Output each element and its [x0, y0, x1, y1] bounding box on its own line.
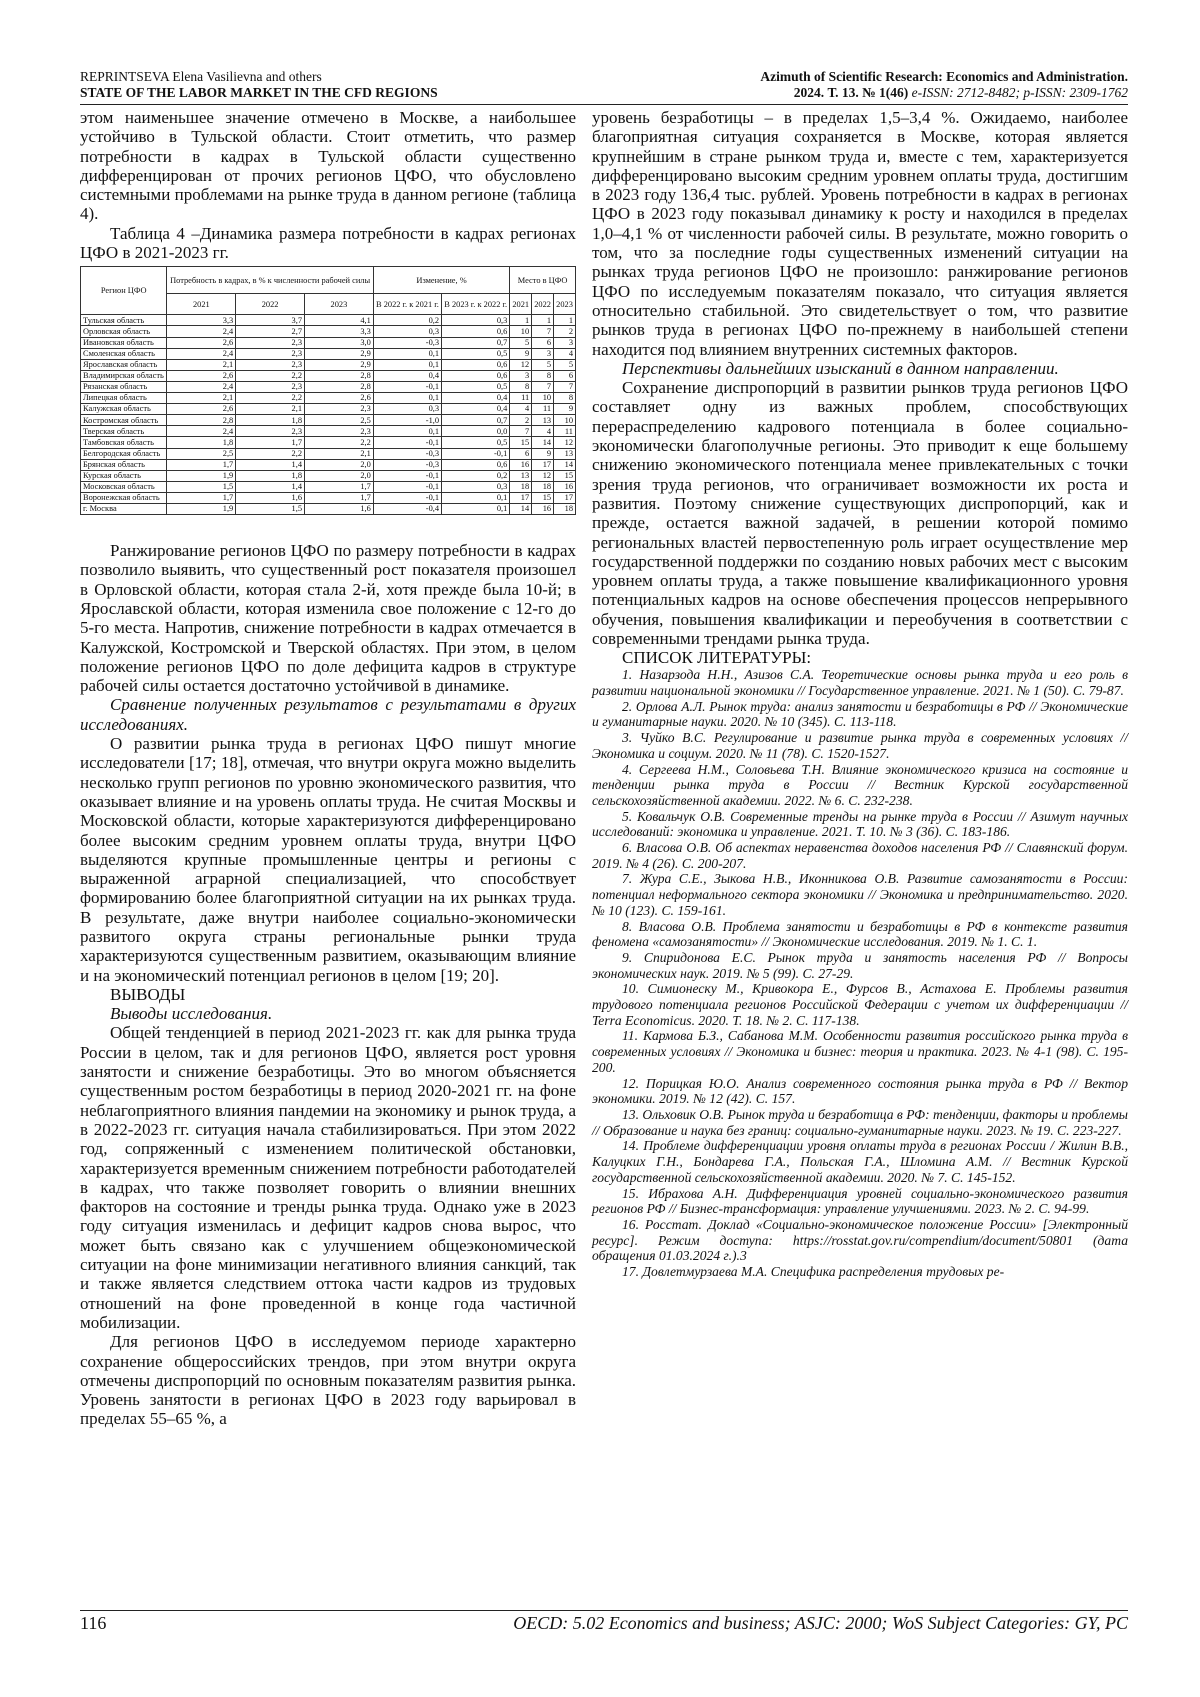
th-share: Потребность в кадрах, в % к численности рабочей силы [167, 267, 373, 294]
references-title: СПИСОК ЛИТЕРАТУРЫ: [622, 648, 812, 668]
cell-place-2021: 16 [510, 459, 532, 470]
th-change: Изменение, % [373, 267, 509, 294]
cell-change-2022: 0,2 [373, 315, 441, 326]
table-row [81, 326, 576, 337]
th-place-2022: 2022 [532, 294, 554, 315]
header-article-title: STATE OF THE LABOR MARKET IN THE CFD REGIONS [80, 85, 438, 100]
cell-place-2023: 7 [554, 381, 576, 392]
table-row [81, 370, 576, 381]
cell-share-2022: 2,7 [236, 326, 305, 337]
cell-share-2023: 2,3 [305, 404, 374, 415]
paragraph-ranking: Ранжирование регионов ЦФО по размеру потребности в кадрах позволило выявить, что существенный рост показателя произошел в Орловской области, которая стала 2-й, хотя прежде была 10-й; в Ярославской области, которая изменила свое положение с 12-го до 5-го места. Напротив, снижение потребности в кадрах отмечается в Калужской, Костромской и Тверской областях. При этом, в целом положение регионов ЦФО по доле дефицита кадров в структуре рабочей силы остается достаточно устойчивой в динамике. [80, 541, 576, 696]
cell-place-2023: 9 [554, 404, 576, 415]
cell-share-2022: 2,2 [236, 448, 305, 459]
cell-change-2022: -0,3 [373, 448, 441, 459]
cell-place-2022: 7 [532, 381, 554, 392]
cell-share-2021: 2,6 [167, 370, 236, 381]
cell-share-2022: 1,4 [236, 481, 305, 492]
cell-change-2023: 0,5 [442, 437, 510, 448]
cell-place-2023: 6 [554, 370, 576, 381]
table-row [81, 359, 576, 370]
table-row [81, 503, 576, 514]
cell-change-2023: 0,3 [442, 315, 510, 326]
cell-change-2023: 0,1 [442, 492, 510, 503]
cell-share-2022: 2,1 [236, 404, 305, 415]
cell-place-2023: 17 [554, 492, 576, 503]
cell-place-2022: 5 [532, 359, 554, 370]
right-column [592, 108, 1128, 1280]
cell-place-2022: 12 [532, 470, 554, 481]
cell-share-2022: 2,2 [236, 370, 305, 381]
cell-share-2021: 2,4 [167, 381, 236, 392]
cell-change-2022: 0,3 [373, 404, 441, 415]
cell-share-2022: 2,3 [236, 337, 305, 348]
cell-place-2021: 8 [510, 381, 532, 392]
cell-change-2023: 0,7 [442, 337, 510, 348]
reference-item: 12. Порицкая Ю.О. Анализ современного состояния рынка труда в РФ // Вектор экономики. 2019. № 12 (42). С. 157. [592, 1075, 1128, 1107]
cell-place-2023: 2 [554, 326, 576, 337]
cell-change-2022: 0,1 [373, 393, 441, 404]
reference-item: 10. Симионеску М., Кривокора Е., Фурсов В., Астахова Е. Проблемы развития трудового потенциала регионов Российской Федерации с учетом их дифференциации // Terra Economicus. 2020. Т. 18. № 2. С. 117-138. [592, 981, 1128, 1028]
cell-region: Калужская область [81, 404, 167, 415]
cell-share-2023: 2,9 [305, 348, 374, 359]
cell-region: Тульская область [81, 315, 167, 326]
table-row [81, 404, 576, 415]
reference-item: 3. Чуйко В.С. Регулирование и развитие рынка труда в современных условиях // Экономика и социум. 2020. № 11 (78). С. 1520-1527. [592, 730, 1128, 761]
reference-item: 1. Назарзода Н.Н., Азизов С.А. Теоретические основы рынка труда и его роль в развитии национальной экономики // Государственное управление. 2021. № 1 (50). С. 79-87. [592, 667, 1128, 699]
th-region: Регион ЦФО [81, 267, 167, 315]
cell-place-2022: 7 [532, 326, 554, 337]
th-share-2023: 2023 [305, 294, 374, 315]
cell-region: Владимирская область [81, 370, 167, 381]
th-change-2022: В 2022 г. к 2021 г. [373, 294, 441, 315]
header-divider [80, 104, 1128, 105]
cell-share-2021: 2,4 [167, 348, 236, 359]
table-row [81, 437, 576, 448]
reference-item: 7. Жура С.Е., Зыкова Н.В., Иконникова О.В. Развитие самозанятости в России: потенциал неформального сектора экономики // Экономика и предпринимательство. 2020. № 10 (123). С. 159-161. [592, 871, 1128, 918]
cell-place-2022: 18 [532, 481, 554, 492]
cell-change-2022: -0,1 [373, 381, 441, 392]
cell-share-2023: 2,0 [305, 470, 374, 481]
footer-classification: OECD: 5.02 Economics and business; ASJC: 2000; WoS Subject Categories: GY, PC [513, 1613, 1128, 1633]
cell-share-2021: 1,8 [167, 437, 236, 448]
reference-item: 5. Ковальчук О.В. Современные тренды на рынке труда в России // Азимут научных исследований: экономика и управление. 2021. Т. 10. № 3 (36). С. 183-186. [592, 808, 1128, 840]
cell-change-2023: -0,1 [442, 448, 510, 459]
cell-share-2022: 2,3 [236, 426, 305, 437]
cell-place-2022: 10 [532, 393, 554, 404]
cell-region: Липецкая область [81, 393, 167, 404]
paragraph-general-trend: Общей тенденцией в период 2021-2023 гг. как для рынка труда России в целом, так и для регионов ЦФО, является рост уровня занятости и снижение безработицы. Это во многом объясняется существенным ростом безработицы в период 2020-2021 гг. на фоне неблагоприятного влияния пандемии на экономику и рынок труда, а в 2022-2023 гг. ситуация начала стабилизироваться. При этом 2022 год, сопряженный с изменением политической обстановки, характеризуется временным снижением потребности работодателей в кадрах, что также позволяет говорить о влиянии внешних факторов на состояние и тренды рынка труда. Однако уже в 2023 году ситуация изменилась и дефицит кадров снова вырос, что может быть связано как с улучшением общеэкономической ситуации на фоне минимизации негативного влияния санкций, так и также является следствием оттока части кадров из трудовых отношений на фоне проведенной в конце года частичной мобилизации. [80, 1023, 576, 1332]
table-row [81, 470, 576, 481]
cell-share-2021: 1,7 [167, 459, 236, 470]
page-number: 116 [80, 1613, 107, 1633]
reference-item: 2. Орлова А.Л. Рынок труда: анализ занятости и безработицы в РФ // Экономические и гуманитарные науки. 2020. № 10 (345). С. 113-118. [592, 698, 1128, 730]
heading-conclusions-sub: Выводы исследования. [110, 1004, 273, 1024]
th-place-2021: 2021 [510, 294, 532, 315]
reference-item: 16. Росстат. Доклад «Социально-экономическое положение России» [Электронный ресурс]. Режим доступа: https://rosstat.gov.ru/compendium/document/50801 (дата обращения 01.03.2024 г.).3 [592, 1216, 1128, 1264]
cell-change-2023: 0,5 [442, 381, 510, 392]
reference-item: 4. Сергеева Н.М., Соловьева Т.Н. Влияние экономического кризиса на состояние и тенденции рынка труда в России // Вестник Курской государственной сельскохозяйственной академии. 2022. № 6. С. 232-238. [592, 761, 1128, 808]
cell-change-2023: 0,6 [442, 370, 510, 381]
cell-share-2023: 1,7 [305, 481, 374, 492]
heading-conclusions: ВЫВОДЫ [110, 984, 186, 1004]
header-issue-line [608, 85, 1128, 101]
cell-region: Рязанская область [81, 381, 167, 392]
table-row [81, 393, 576, 404]
cell-place-2021: 17 [510, 492, 532, 503]
cell-place-2023: 1 [554, 315, 576, 326]
running-header-left [80, 69, 600, 101]
cell-region: Орловская область [81, 326, 167, 337]
cell-region: Смоленская область [81, 348, 167, 359]
cell-place-2023: 15 [554, 470, 576, 481]
cell-share-2023: 3,3 [305, 326, 374, 337]
paragraph-other-research: О развитии рынка труда в регионах ЦФО пишут многие исследователи [17; 18], отмечая, что внутри округа можно выделить несколько групп регионов по уровню экономического развития, что оказывает влияние и на уровень оплаты труда. Не считая Москвы и Московской области, которые характеризуются дифференцировано более высоким средним уровнем оплаты труда, внутри ЦФО выделяются крупные промышленные центры и регионы с выраженной аграрной специализацией, что способствует формированию более благоприятной ситуации на их рынках труда. В результате, даже внутри наиболее социально-экономически развитого округа страны региональные рынки труда характеризуются существенным развитием, оказывающим влияние и на экономический потенциал регионов в целом [19; 20]. [80, 734, 576, 985]
cell-change-2022: -0,3 [373, 337, 441, 348]
cell-place-2021: 2 [510, 415, 532, 426]
cell-share-2021: 2,6 [167, 404, 236, 415]
table-row [81, 459, 576, 470]
cell-share-2022: 1,7 [236, 437, 305, 448]
cell-place-2023: 4 [554, 348, 576, 359]
cell-place-2021: 4 [510, 404, 532, 415]
cell-place-2021: 3 [510, 370, 532, 381]
heading-prospects: Перспективы дальнейших изысканий в данном направлении. [622, 358, 1059, 378]
cell-share-2022: 3,7 [236, 315, 305, 326]
cell-share-2023: 1,7 [305, 492, 374, 503]
cell-change-2022: 0,4 [373, 370, 441, 381]
table-body [81, 315, 576, 515]
cell-place-2022: 9 [532, 448, 554, 459]
table-row [81, 337, 576, 348]
cell-change-2023: 0,5 [442, 348, 510, 359]
cell-place-2023: 12 [554, 437, 576, 448]
cell-change-2022: -0,3 [373, 459, 441, 470]
cell-share-2021: 2,4 [167, 326, 236, 337]
cell-place-2022: 14 [532, 437, 554, 448]
cell-place-2023: 18 [554, 503, 576, 514]
cell-place-2021: 9 [510, 348, 532, 359]
cell-share-2022: 2,3 [236, 381, 305, 392]
table-spacer [80, 515, 576, 541]
cell-place-2021: 1 [510, 315, 532, 326]
cell-place-2022: 3 [532, 348, 554, 359]
cell-place-2022: 6 [532, 337, 554, 348]
table-row [81, 492, 576, 503]
table-caption: Таблица 4 –Динамика размера потребности в кадрах регионах ЦФО в 2021-2023 гг. [80, 223, 576, 263]
cell-share-2023: 2,6 [305, 393, 374, 404]
table-row [81, 348, 576, 359]
th-change-2023: В 2023 г. к 2022 г. [442, 294, 510, 315]
header-issn: e-ISSN: 2712-8482; p-ISSN: 2309-1762 [908, 85, 1128, 100]
cell-share-2021: 1,9 [167, 503, 236, 514]
reference-item: 15. Ибрахова А.Н. Дифференциация уровней социально-экономического развития регионов РФ // Бизнес-трансформация: управление улучшениями. 2023. № 2. С. 94-99. [592, 1185, 1128, 1217]
cell-share-2021: 3,3 [167, 315, 236, 326]
cell-change-2022: -0,1 [373, 437, 441, 448]
cell-share-2023: 2,3 [305, 426, 374, 437]
cell-share-2021: 2,8 [167, 415, 236, 426]
references-list [592, 667, 1128, 1279]
paragraph-cfd-regions: Для регионов ЦФО в исследуемом периоде характерно сохранение общероссийских трендов, при этом внутри округа отмечены диспропорций по основным показателям развития рынка. Уровень занятости в регионах ЦФО в 2023 году варьировал в пределах 55–65 %, а [80, 1332, 576, 1429]
cell-place-2021: 15 [510, 437, 532, 448]
cell-region: Брянская область [81, 459, 167, 470]
cell-share-2023: 2,2 [305, 437, 374, 448]
cell-region: Костромская область [81, 415, 167, 426]
cell-place-2022: 16 [532, 503, 554, 514]
cell-place-2022: 17 [532, 459, 554, 470]
cell-share-2021: 2,1 [167, 359, 236, 370]
cell-share-2023: 4,1 [305, 315, 374, 326]
cell-place-2023: 3 [554, 337, 576, 348]
cell-place-2021: 18 [510, 481, 532, 492]
cell-share-2023: 2,1 [305, 448, 374, 459]
cell-change-2022: 0,1 [373, 426, 441, 437]
cell-share-2023: 2,9 [305, 359, 374, 370]
cell-place-2021: 10 [510, 326, 532, 337]
cell-region: Белгородская область [81, 448, 167, 459]
cell-share-2023: 3,0 [305, 337, 374, 348]
reference-item: 11. Кармова Б.З., Сабанова М.М. Особенности развития российского рынка труда в современных условиях // Экономика и бизнес: теория и практика. 2023. № 4-1 (98). С. 195-200. [592, 1028, 1128, 1075]
cell-share-2021: 2,4 [167, 426, 236, 437]
cell-share-2022: 1,6 [236, 492, 305, 503]
cell-change-2023: 0,2 [442, 470, 510, 481]
header-authors: REPRINTSEVA Elena Vasilievna and others [80, 69, 322, 84]
cell-share-2021: 1,9 [167, 470, 236, 481]
cell-place-2022: 15 [532, 492, 554, 503]
cell-change-2023: 0,6 [442, 459, 510, 470]
cell-change-2023: 0,6 [442, 359, 510, 370]
cell-place-2021: 14 [510, 503, 532, 514]
cell-share-2023: 2,8 [305, 370, 374, 381]
reference-item: 9. Спиридонова Е.С. Рынок труда и занятость населения РФ // Вопросы экономических наук. 2019. № 5 (99). С. 27-29. [592, 949, 1128, 981]
cell-share-2022: 1,8 [236, 415, 305, 426]
cell-share-2022: 1,8 [236, 470, 305, 481]
table-row [81, 426, 576, 437]
cell-share-2022: 2,2 [236, 393, 305, 404]
cell-share-2021: 1,5 [167, 481, 236, 492]
cell-region: Воронежская область [81, 492, 167, 503]
table-row [81, 448, 576, 459]
table-row [81, 481, 576, 492]
cell-share-2023: 2,0 [305, 459, 374, 470]
cell-share-2022: 1,4 [236, 459, 305, 470]
cell-share-2022: 2,3 [236, 348, 305, 359]
cell-region: Тверская область [81, 426, 167, 437]
table-row [81, 381, 576, 392]
cell-change-2023: 0,1 [442, 503, 510, 514]
cell-change-2023: 0,3 [442, 481, 510, 492]
cell-place-2022: 8 [532, 370, 554, 381]
th-share-2021: 2021 [167, 294, 236, 315]
cell-place-2023: 8 [554, 393, 576, 404]
cell-region: Курская область [81, 470, 167, 481]
cell-place-2021: 11 [510, 393, 532, 404]
th-place: Место в ЦФО [510, 267, 576, 294]
table-4-staff-demand [80, 266, 576, 515]
cell-change-2022: 0,3 [373, 326, 441, 337]
paragraph-tula-intro: этом наименьшее значение отмечено в Москве, а наибольшее устойчиво в Тульской области. Стоит отметить, что размер потребности в кадрах в Тульской области существенно дифференцирован от прочих регионов ЦФО, что обусловлено системными проблемами на рынке труда в данном регионе (таблица 4). [80, 108, 576, 224]
cell-change-2022: -0,4 [373, 503, 441, 514]
cell-share-2021: 2,1 [167, 393, 236, 404]
cell-place-2022: 13 [532, 415, 554, 426]
cell-change-2022: -0,1 [373, 481, 441, 492]
reference-item: 17. Довлетмурзаева М.А. Специфика распределения трудовых ре- [622, 1264, 1005, 1280]
cell-place-2021: 7 [510, 426, 532, 437]
cell-region: г. Москва [81, 503, 167, 514]
cell-share-2021: 2,5 [167, 448, 236, 459]
cell-region: Тамбовская область [81, 437, 167, 448]
th-share-2022: 2022 [236, 294, 305, 315]
cell-share-2023: 2,5 [305, 415, 374, 426]
reference-item: 13. Ольховик О.В. Рынок труда и безработица в РФ: тенденции, факторы и проблемы // Образование и наука без границ: социально-гуманитарные науки. 2023. № 19. С. 223-227. [592, 1107, 1128, 1138]
cell-change-2022: -1,0 [373, 415, 441, 426]
cell-region: Ивановская область [81, 337, 167, 348]
cell-change-2023: 0,4 [442, 393, 510, 404]
paragraph-disproportions: Сохранение диспропорций в развитии рынков труда регионов ЦФО составляет одну из важных проблем, способствующих перераспределению кадрового потенциала в более социально-экономически благополучные регионы. Это приводит к еще большему снижению экономического потенциала менее привлекательных с точки зрения труда регионов, что ограничивает возможности их роста и развития. Поэтому снижение существующих диспропорций, как и прежде, остается важной задачей, в решении которой помимо региональных властей первостепенную роль играет осуществление мер государственной поддержки по созданию новых рабочих мест с высоким уровнем оплаты труда, а также повышение квалификационного уровня потенциальных кадров на основе обеспечения процессов непрерывного обучения, повышения квалификации и переобучения в соответствии с современными трендами рынка труда. [592, 378, 1128, 649]
cell-share-2023: 1,6 [305, 503, 374, 514]
cell-change-2022: 0,1 [373, 359, 441, 370]
cell-region: Ярославская область [81, 359, 167, 370]
cell-change-2023: 0,4 [442, 404, 510, 415]
cell-change-2022: -0,1 [373, 492, 441, 503]
header-journal-title: Azimuth of Scientific Research: Economics and Administration. [760, 69, 1128, 84]
reference-item: 14. Проблеме дифференциации уровня оплаты труда в регионах России / Жилин В.В., Калуцких Г.Н., Бондарева Г.А., Польская Г.А., Шломина А.М. // Вестник Курской государственной сельскохозяйственной академии. 2020. № 7. С. 145-152. [592, 1138, 1128, 1185]
paragraph-unemployment: уровень безработицы – в пределах 1,5–3,4 %. Ожидаемо, наиболее благоприятная ситуация сохраняется в Москве, которая является крупнейшим в стране рынком труда и, вместе с тем, характеризуется дифференцировано высоким средним уровнем оплаты труда, достигшим в 2023 году 136,4 тыс. рублей. Уровень потребности в кадрах в регионах ЦФО в 2023 году показывал динамику к росту и находился в пределах 1,0–4,1 % от численности рабочей силы. В результате, можно говорить о том, что за последние годы существенных изменений ситуации на рынках труда регионов ЦФО не произошло: ранжирование регионов ЦФО по исследуемым показателям показало, что ситуация является относительно стабильной. Это свидетельствует о том, что развитие рынков труда в регионах ЦФО по-прежнему в наибольшей степени находится под влиянием внутренних системных факторов. [592, 108, 1128, 359]
cell-place-2023: 14 [554, 459, 576, 470]
cell-change-2022: -0,1 [373, 470, 441, 481]
cell-share-2021: 2,6 [167, 337, 236, 348]
th-place-2023: 2023 [554, 294, 576, 315]
table-row [81, 315, 576, 326]
reference-item: 8. Власова О.В. Проблема занятости и безработицы в РФ в контексте развития феномена «самозанятости» // Экономические исследования. 2019. № 1. С. 1. [592, 918, 1128, 950]
cell-place-2023: 5 [554, 359, 576, 370]
cell-place-2023: 13 [554, 448, 576, 459]
cell-share-2022: 2,3 [236, 359, 305, 370]
cell-change-2023: 0,0 [442, 426, 510, 437]
cell-place-2023: 11 [554, 426, 576, 437]
reference-item: 6. Власова О.В. Об аспектах неравенства доходов населения РФ // Славянский форум. 2019. № 4 (26). С. 200-207. [592, 840, 1128, 871]
cell-place-2021: 5 [510, 337, 532, 348]
header-issue: 2024. Т. 13. № 1(46) [793, 85, 909, 100]
cell-place-2021: 12 [510, 359, 532, 370]
cell-region: Московская область [81, 481, 167, 492]
page-footer [80, 1610, 1128, 1637]
left-column [80, 108, 576, 1429]
running-header-right [608, 69, 1128, 101]
cell-place-2022: 4 [532, 426, 554, 437]
cell-share-2023: 2,8 [305, 381, 374, 392]
cell-share-2021: 1,7 [167, 492, 236, 503]
table-row [81, 415, 576, 426]
cell-change-2023: 0,7 [442, 415, 510, 426]
heading-comparison: Сравнение полученных результатов с результатами в других исследованиях. [80, 695, 576, 734]
cell-place-2022: 11 [532, 404, 554, 415]
cell-place-2021: 13 [510, 470, 532, 481]
cell-change-2022: 0,1 [373, 348, 441, 359]
cell-share-2022: 1,5 [236, 503, 305, 514]
cell-place-2023: 16 [554, 481, 576, 492]
cell-place-2022: 1 [532, 315, 554, 326]
cell-place-2021: 6 [510, 448, 532, 459]
cell-place-2023: 10 [554, 415, 576, 426]
cell-change-2023: 0,6 [442, 326, 510, 337]
